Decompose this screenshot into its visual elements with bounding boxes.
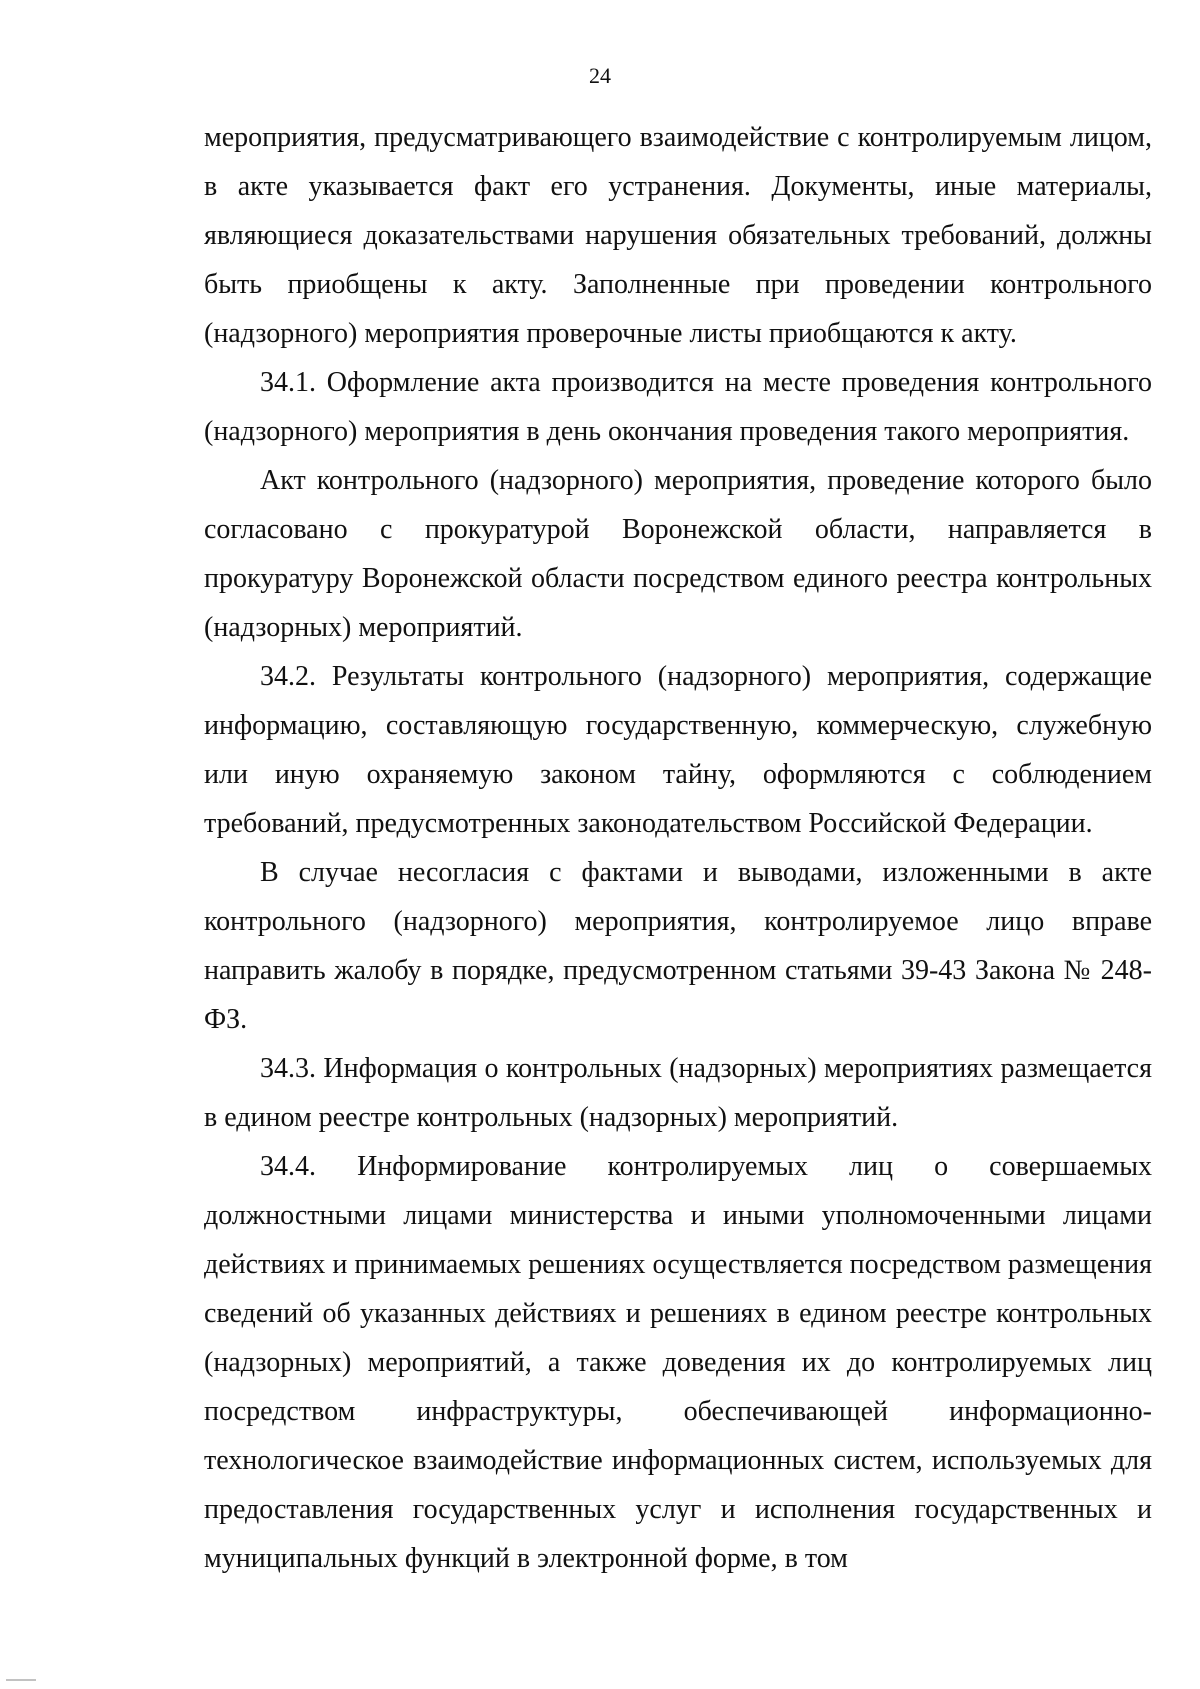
paragraph-disagreement: В случае несогласия с фактами и выводами, изложенными в акте контрольного (надзорного) мероприятия, контролируемое лицо вправе направить жалобу в порядке, предусмотренном статьями 39-43 Закона № 248-ФЗ. [204,857,1152,1035]
paragraph-34-4: 34.4. Информирование контролируемых лиц о совершаемых должностными лицами министерства и иными уполномоченными лицами действиях и принимаемых решениях осуществляется посредством размещения сведений об указанных действиях и решениях в едином реестре контрольных (надзорных) мероприятий, а также доведения их до контролируемых лиц посредством инфраструктуры, обеспечивающей информационно-технологическое взаимодействие информационных систем, используемых для предоставления государственных услуг и исполнения государственных и муниципальных функций в электронной форме, в том [204,1151,1152,1574]
scan-artifact [6,1679,36,1681]
paragraph-continuation: мероприятия, предусматривающего взаимодействие с контролируемым лицом, в акте указывается факт его устранения. Документы, иные материалы, являющиеся доказательствами нарушения обязательных требований, должны быть приобщены к акту. Заполненные при проведении контрольного (надзорного) мероприятия проверочные листы приобщаются к акту. [204,122,1152,349]
paragraph-34-1: 34.1. Оформление акта производится на месте проведения контрольного (надзорного) мероприятия в день окончания проведения такого мероприятия. [204,367,1152,447]
paragraph-act-prosecutor: Акт контрольного (надзорного) мероприятия, проведение которого было согласовано с прокуратурой Воронежской области, направляется в прокуратуру Воронежской области посредством единого реестра контрольных (надзорных) мероприятий. [204,465,1152,643]
page-number: 24 [589,63,611,88]
paragraph-34-2: 34.2. Результаты контрольного (надзорного) мероприятия, содержащие информацию, составляющую государственную, коммерческую, служебную или иную охраняемую законом тайну, оформляются с соблюдением требований, предусмотренных законодательством Российской Федерации. [204,661,1152,839]
document-body [204,113,1152,1583]
paragraph-34-3: 34.3. Информация о контрольных (надзорных) мероприятиях размещается в едином реестре контрольных (надзорных) мероприятий. [204,1053,1152,1133]
